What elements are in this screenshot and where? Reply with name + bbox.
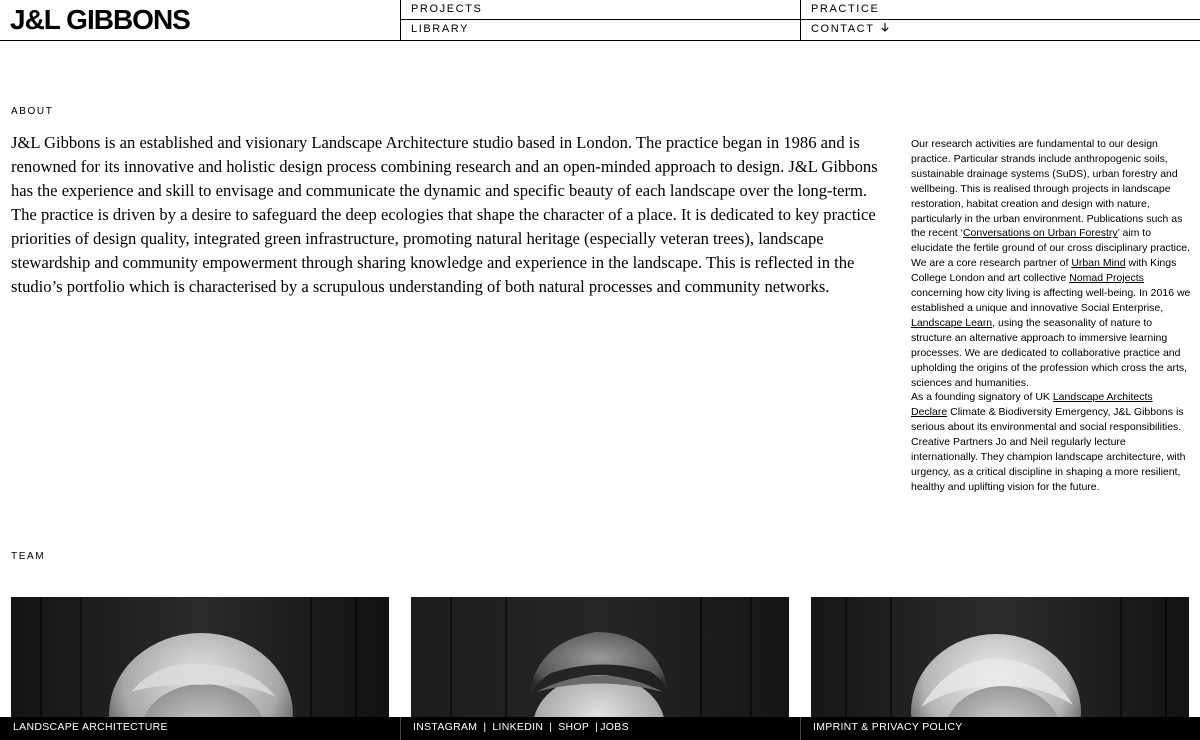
imprint-privacy-link[interactable]: IMPRINT & PRIVACY POLICY: [813, 721, 963, 733]
research-text-segment: ’ aim to elucidate the fertile ground of our cross disciplinary practice. We are a core research partner of: [911, 227, 1190, 270]
nomad-projects-link[interactable]: Nomad Projects: [1069, 272, 1144, 285]
research-text-segment: , using the seasonality of nature to structure an alternative approach to immersive learning processes. We are dedicated to collaborative practice and upholding the origins of the profession which cross the arts, sciences and humanities.: [911, 316, 1188, 389]
research-text: [911, 137, 1191, 495]
site-logo[interactable]: J&L GIBBONS: [10, 4, 190, 35]
shop-link[interactable]: SHOP: [558, 721, 590, 733]
research-paragraph-1: [911, 137, 1191, 390]
nav-projects[interactable]: PROJECTS: [401, 0, 800, 20]
conversations-on-urban-forestry-link[interactable]: Conversations on Urban Forestry: [962, 227, 1118, 240]
nav-column-1: [400, 0, 800, 40]
research-text-segment: Our research activities are fundamental to our design practice. Particular strands include anthropogenic soils, sustainable drainage systems (SuDS), urban forestry and wellbeing. This is realised through projects in landscape restoration, habitat creation and design with nature, particularly in the urban environment. Publications such as the recent ‘: [911, 138, 1183, 240]
about-text: J&L Gibbons is an established and visionary Landscape Architecture studio based in London. The practice began in 1986 and is renowned for its innovative and holistic design process combining research and an open-minded approach to design. J&L Gibbons has the experience and skill to envisage and communicate the dynamic and specific beauty of each landscape over the long-term. The practice is driven by a desire to safeguard the deep ecologies that shape the character of a place. It is dedicated to key practice priorities of design quality, integrated green infrastructure, promoting natural heritage (especially veteran trees), landscape stewardship and community empowerment through sharing knowledge and experience in the landscape. This is reflected in the studio’s portfolio which is characterised by a scrupulous understanding of both natural processes and community networks.: [11, 133, 878, 296]
research-text-segment: Climate & Biodiversity Emergency, J&L Gibbons is serious about its environmental and social responsibilities. Creative Partners Jo and Neil regularly lecture internationally. They champion landscape architecture, with urgency, as a critical discipline in shaping a more resilient, healthy and uplifting vision for the future.: [911, 406, 1186, 493]
arrow-down-icon: [881, 20, 889, 39]
research-text-segment: As a founding signatory of UK: [911, 391, 1053, 404]
nav-contact[interactable]: [801, 20, 1200, 40]
nav-practice[interactable]: PRACTICE: [801, 0, 1200, 20]
research-paragraph-2: [911, 390, 1191, 494]
nav-contact-label: CONTACT: [811, 23, 875, 35]
footer-divider: [800, 717, 801, 740]
research-text-segment: with Kings College London and art collective: [911, 257, 1177, 285]
footer-tagline: LANDSCAPE ARCHITECTURE: [13, 721, 168, 733]
jobs-link[interactable]: JOBS: [600, 721, 629, 733]
site-footer: [0, 717, 1200, 740]
nav-library[interactable]: LIBRARY: [411, 23, 470, 35]
about-heading: ABOUT: [11, 106, 54, 117]
linkedin-link[interactable]: LINKEDIN: [492, 721, 544, 733]
footer-separator: |: [483, 721, 487, 733]
footer-separator: |: [549, 721, 553, 733]
landscape-learn-link[interactable]: Landscape Learn: [911, 316, 993, 329]
site-header: [0, 0, 1200, 41]
nav-column-2: [800, 0, 1200, 40]
footer-social-links: [413, 717, 629, 740]
landscape-architects-declare-link[interactable]: Landscape Architects Declare: [911, 391, 1153, 419]
footer-separator: |: [595, 721, 599, 733]
team-heading: TEAM: [11, 551, 46, 562]
instagram-link[interactable]: INSTAGRAM: [413, 721, 478, 733]
urban-mind-link[interactable]: Urban Mind: [1071, 257, 1126, 270]
footer-divider: [400, 717, 401, 740]
research-text-segment: concerning how city living is affecting well-being. In 2016 we established a unique and innovative Social Enterprise,: [911, 287, 1191, 314]
